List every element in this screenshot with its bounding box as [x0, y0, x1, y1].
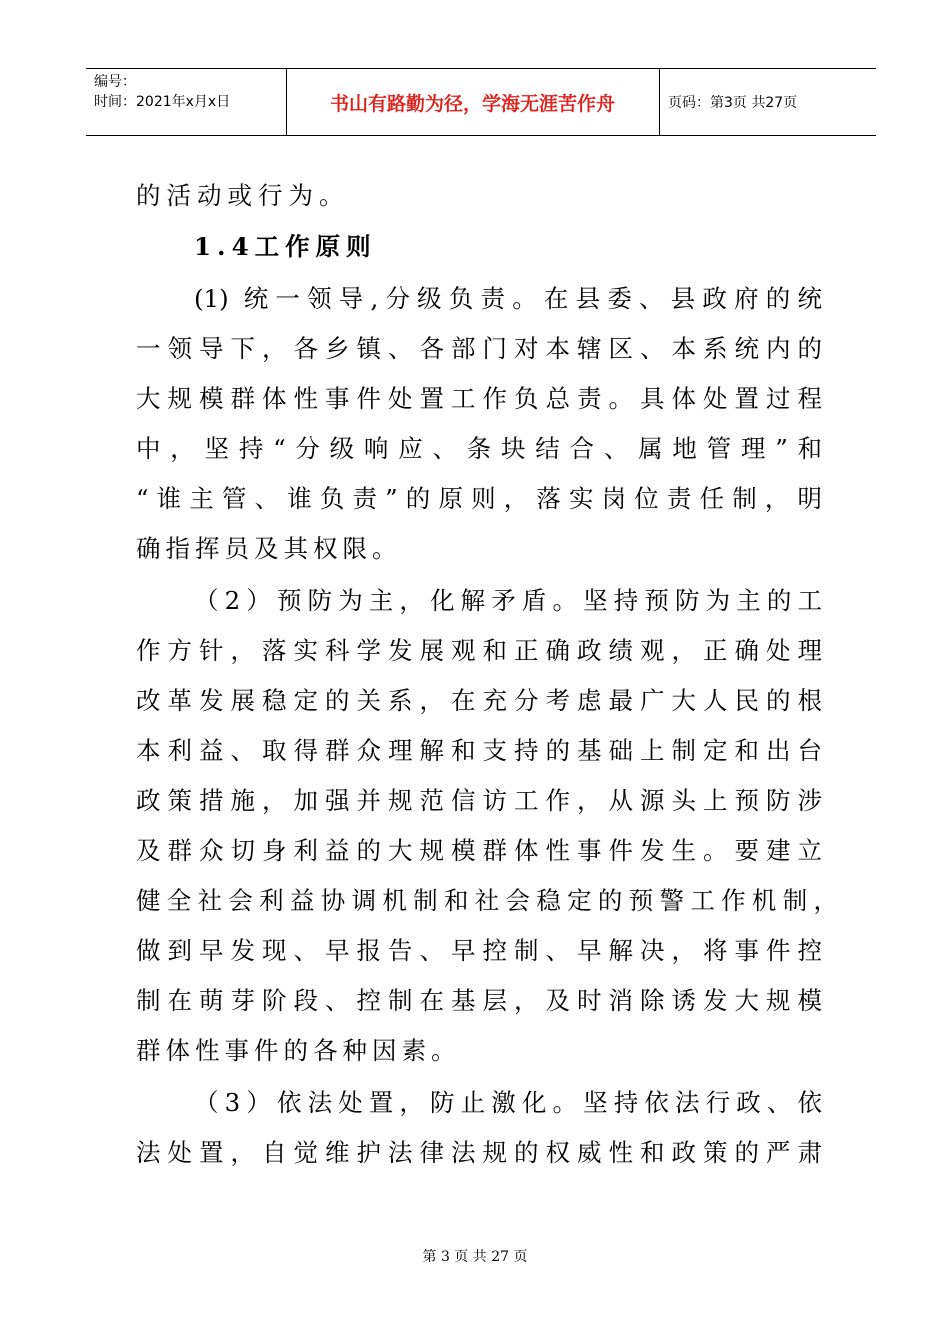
- header-motto: 书山有路勤为径，学海无涯苦作舟: [329, 93, 615, 115]
- text-line: 健全社会利益协调机制和社会稳定的预警工作机制，: [136, 886, 838, 915]
- text-line: 做到早发现、早报告、早控制、早解决，将事件控: [136, 936, 822, 965]
- text-line: “谁主管、谁负责”的原则，落实岗位责任制，明: [136, 484, 822, 513]
- text-line: 改革发展稳定的关系，在充分考虑最广大人民的根: [136, 686, 822, 715]
- text-line: 制在萌芽阶段、控制在基层，及时消除诱发大规模: [136, 986, 822, 1015]
- number-label: 编号：: [94, 74, 136, 90]
- page-footer: 第 3 页 共 27 页: [422, 1249, 528, 1265]
- header-separator: [659, 68, 660, 136]
- header-top-rule: [86, 68, 876, 69]
- section-heading: 1.4工作原则: [194, 232, 377, 261]
- header-meta: [94, 72, 230, 112]
- text-line: 本利益、取得群众理解和支持的基础上制定和出台: [136, 736, 822, 765]
- header-page-label: 页码：第3页 共27页: [668, 95, 798, 111]
- header-bottom-rule: [86, 135, 876, 136]
- text-line: 作方针，落实科学发展观和正确政绩观，正确处理: [136, 636, 822, 665]
- text-line: 法处置，自觉维护法律法规的权威性和政策的严肃: [136, 1138, 822, 1167]
- text-line: (1) 统一领导,分级负责。在县委、县政府的统: [194, 284, 822, 313]
- text-line: （3）依法处置，防止激化。坚持依法行政、依: [194, 1088, 822, 1117]
- text-line: 及群众切身利益的大规模群体性事件发生。要建立: [136, 836, 822, 865]
- text-line: 群体性事件的各种因素。: [136, 1036, 461, 1065]
- text-line: 的活动或行为。: [136, 181, 350, 210]
- page-header: [86, 68, 876, 136]
- text-line: 大规模群体性事件处置工作负总责。具体处置过程: [136, 384, 822, 413]
- time-label: 时间：2021年x月x日: [94, 94, 231, 110]
- text-line: （2）预防为主，化解矛盾。坚持预防为主的工: [194, 586, 822, 615]
- text-line: 政策措施，加强并规范信访工作，从源头上预防涉: [136, 786, 822, 815]
- text-line: 一领导下，各乡镇、各部门对本辖区、本系统内的: [136, 334, 822, 363]
- text-line: 中，坚持“分级响应、条块结合、属地管理”和: [136, 434, 822, 463]
- text-line: 确指挥员及其权限。: [136, 534, 402, 563]
